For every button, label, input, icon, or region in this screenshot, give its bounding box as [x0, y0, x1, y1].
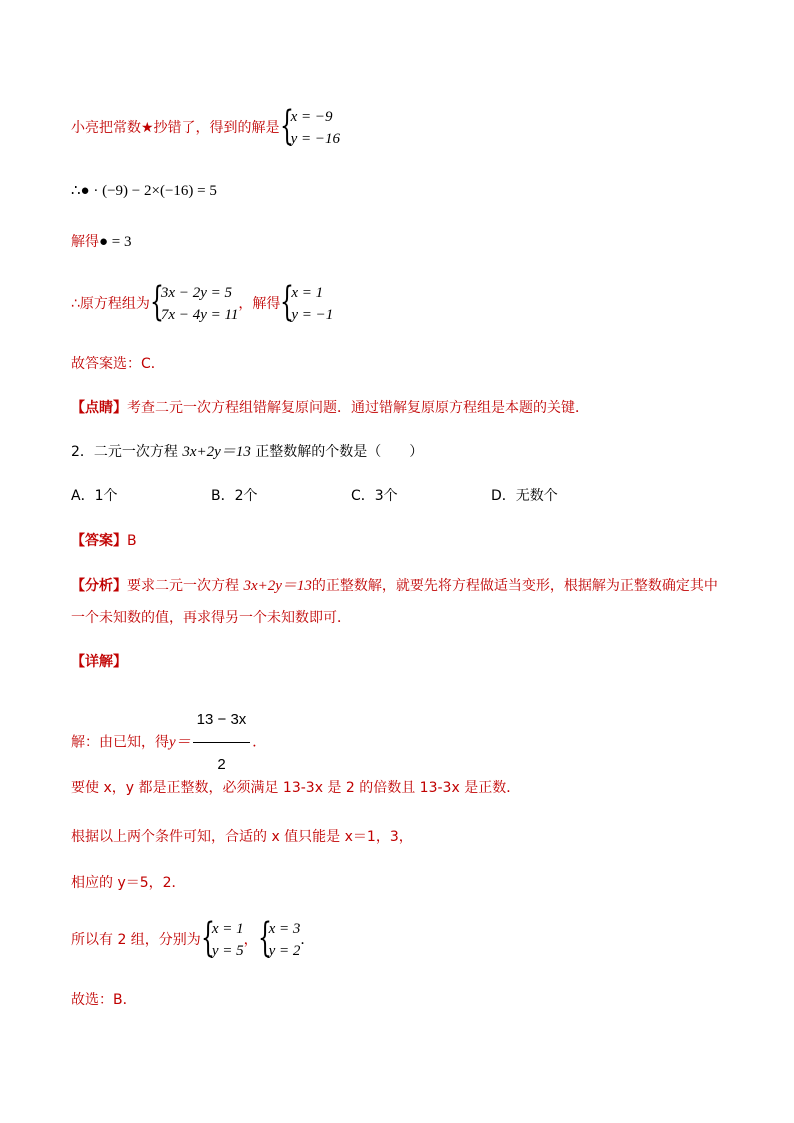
- solution-step-1: 解：由已知，得y＝ $\frac{13 - 3x}{2}$ ．: [71, 700, 266, 785]
- option-d: D．无数个: [491, 488, 558, 504]
- equation-system: { x = 1 y = 5: [200, 915, 244, 961]
- equation-system: { 3x − 2y = 5 7x − 4y = 11: [149, 279, 239, 325]
- analysis-line-2: 一个未知数的值，再求得另一个未知数即可．: [71, 610, 351, 626]
- equation-system: { x = 1 y = −1: [280, 279, 334, 325]
- final-answer: 故选：B．: [71, 992, 137, 1008]
- detail-tag: 【详解】: [71, 654, 127, 670]
- option-b: B．2个: [211, 488, 258, 504]
- equation-system: { x = 3 y = 2: [257, 915, 301, 961]
- comment-line: 【点睛】考查二元一次方程组错解复原问题．通过错解复原原方程组是本题的关键．: [71, 400, 589, 416]
- question-2: 2．二元一次方程 3x+2y＝13 正整数解的个数是（ ）: [71, 444, 424, 460]
- solution-line-3: 解得● = 3: [71, 234, 132, 250]
- solution-line-2: ∴● · (−9) − 2×(−16) = 5: [71, 183, 217, 199]
- answer-line: 【答案】B: [71, 533, 137, 549]
- solution-step-4: 相应的 y＝5，2．: [71, 875, 186, 891]
- solution-step-3: 根据以上两个条件可知，合适的 x 值只能是 x＝1，3，: [71, 829, 413, 845]
- option-c: C．3个: [351, 488, 398, 504]
- fraction: $\frac{13 - 3x}{2}$: [193, 700, 251, 785]
- answer-choice-line: 故答案选：C．: [71, 356, 165, 372]
- options-row: [71, 486, 631, 506]
- solution-line-1: [71, 103, 340, 150]
- line1-text: 小亮把常数★抄错了，得到的解是: [71, 120, 280, 136]
- option-a: A．1个: [71, 488, 118, 504]
- solution-line-4: ∴原方程组为 { 3x − 2y = 5 7x − 4y = 11 ，解得 { x = 1 y = −1: [71, 279, 334, 325]
- equation-system: { x = −9 y = −16: [279, 103, 340, 149]
- analysis-line-1: 【分析】要求二元一次方程 3x+2y＝13的正整数解，就要先将方程做适当变形，根据解为正整数确定其中: [71, 578, 718, 594]
- comment-tag: 【点睛】: [71, 400, 127, 416]
- solution-step-2: 要使 x，y 都是正整数，必须满足 13-3x 是 2 的倍数且 13-3x 是正数．: [71, 780, 521, 796]
- solution-step-5: 所以有 2 组，分别为 { x = 1 y = 5 ， { x = 3 y = 2 ．: [71, 915, 315, 961]
